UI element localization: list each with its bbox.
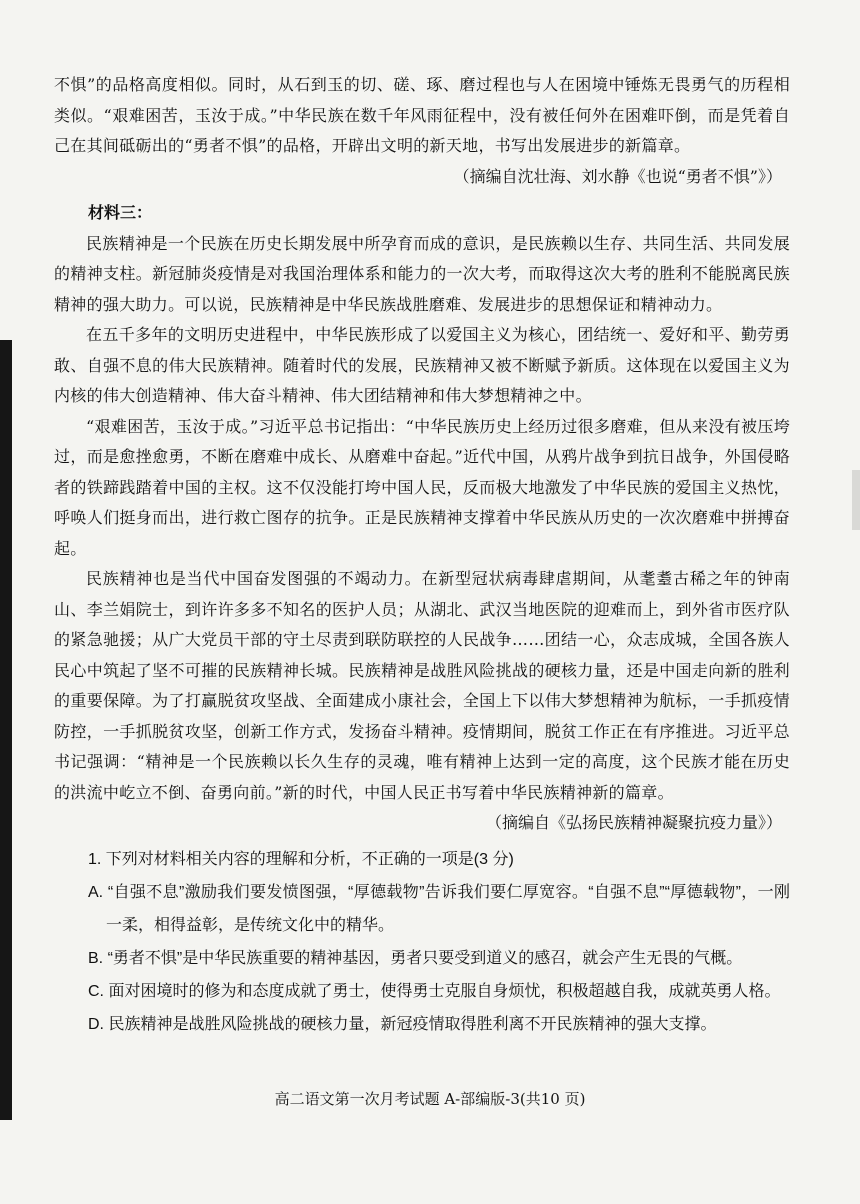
option-b: B. “勇者不惧”是中华民族重要的精神基因，勇者只要受到道义的感召，就会产生无畏的气概。 — [88, 949, 743, 967]
paragraph-4: 民族精神也是当代中国奋发图强的不竭动力。在新型冠状病毒肆虐期间，从耄耋古稀之年的钟南山、李兰娟院士，到许许多多不知名的医护人员；从湖北、武汉当地医院的迎难而上，到外省市医疗队的紧急驰援；从广大党员干部的守土尽责到联防联控的人民战争……团结一心，众志成城，全国各族人民心中筑起了坚不可摧的民族精神长城。民族精神是战胜风险挑战的硬核力量，还是中国走向新的胜利的重要保障。为了打赢脱贫攻坚战、全面建成小康社会，全国上下以伟大梦想精神为航标，一手抓疫情防控，一手抓脱贫攻坚，创新工作方式，发扬奋斗精神。疫情期间，脱贫工作正在有序推进。习近平总书记强调：“精神是一个民族赖以长久生存的灵魂，唯有精神上达到一定的高度，这个民族才能在历史的洪流中屹立不倒、奋勇向前。”新的时代，中国人民正书写着中华民族精神新的篇章。 — [54, 569, 790, 802]
paragraph-3: “艰难困苦，玉汝于成。”习近平总书记指出：“中华民族历史上经历过很多磨难，但从来没有被压垮过，而是愈挫愈勇，不断在磨难中成长、从磨难中奋起。”近代中国，从鸦片战争到抗日战争，外国侵略者的铁蹄践踏着中国的主权。这不仅没能打垮中国人民，反而极大地激发了中华民族的爱国主义热忱，呼唤人们挺身而出，进行救亡图存的抗争。正是民族精神支撑着中华民族从历史的一次次磨难中拼搏奋起。 — [54, 416, 790, 558]
option-d: D. 民族精神是战胜风险挑战的硬核力量，新冠疫情取得胜利离不开民族精神的强大支撑。 — [88, 1015, 717, 1033]
question-1 — [54, 843, 790, 1041]
question-stem: 1. 下列对材料相关内容的理解和分析，不正确的一项是(3 分) — [88, 850, 514, 868]
paragraph-1: 民族精神是一个民族在历史长期发展中所孕育而成的意识，是民族赖以生存、共同生活、共同发展的精神支柱。新冠肺炎疫情是对我国治理体系和能力的一次大考，而取得这次大考的胜利不能脱离民族精神的强大助力。可以说，民族精神是中华民族战胜磨难、发展进步的思想保证和精神动力。 — [54, 233, 790, 314]
source-citation-2: （摘编自《弘扬民族精神凝聚抗疫力量》） — [485, 813, 782, 832]
material-3-heading: 材料三： — [88, 203, 153, 222]
source-citation-1: （摘编自沈壮海、刘水静《也说“勇者不惧”》） — [453, 166, 782, 186]
paragraph-continued: 不惧”的品格高度相似。同时，从石到玉的切、磋、琢、磨过程也与人在困境中锤炼无畏勇气的历程相类似。“艰难困苦，玉汝于成。”中华民族在数千年风雨征程中，没有被任何外在困难吓倒，而是凭着自己在其间砥砺出的“勇者不惧”的品格，开辟出文明的新天地，书写出发展进步的新篇章。 — [54, 75, 790, 155]
option-a: A. “自强不息”激励我们要发愤图强，“厚德载物”告诉我们要仁厚宽容。“自强不息”“厚德载物”，一刚一柔，相得益彰，是传统文化中的精华。 — [88, 883, 790, 934]
paragraph-2: 在五千多年的文明历史进程中，中华民族形成了以爱国主义为核心，团结统一、爱好和平、勤劳勇敢、自强不息的伟大民族精神。随着时代的发展，民族精神又被不断赋予新质。这体现在以爱国主义为内核的伟大创造精神、伟大奋斗精神、伟大团结精神和伟大梦想精神之中。 — [54, 325, 790, 405]
option-c: C. 面对困境时的修为和态度成就了勇士，使得勇士克服自身烦忧，积极超越自我，成就英勇人格。 — [88, 982, 781, 1000]
page-footer: 高二语文第一次月考试题 A-部编版-3(共10 页) — [274, 1090, 586, 1108]
